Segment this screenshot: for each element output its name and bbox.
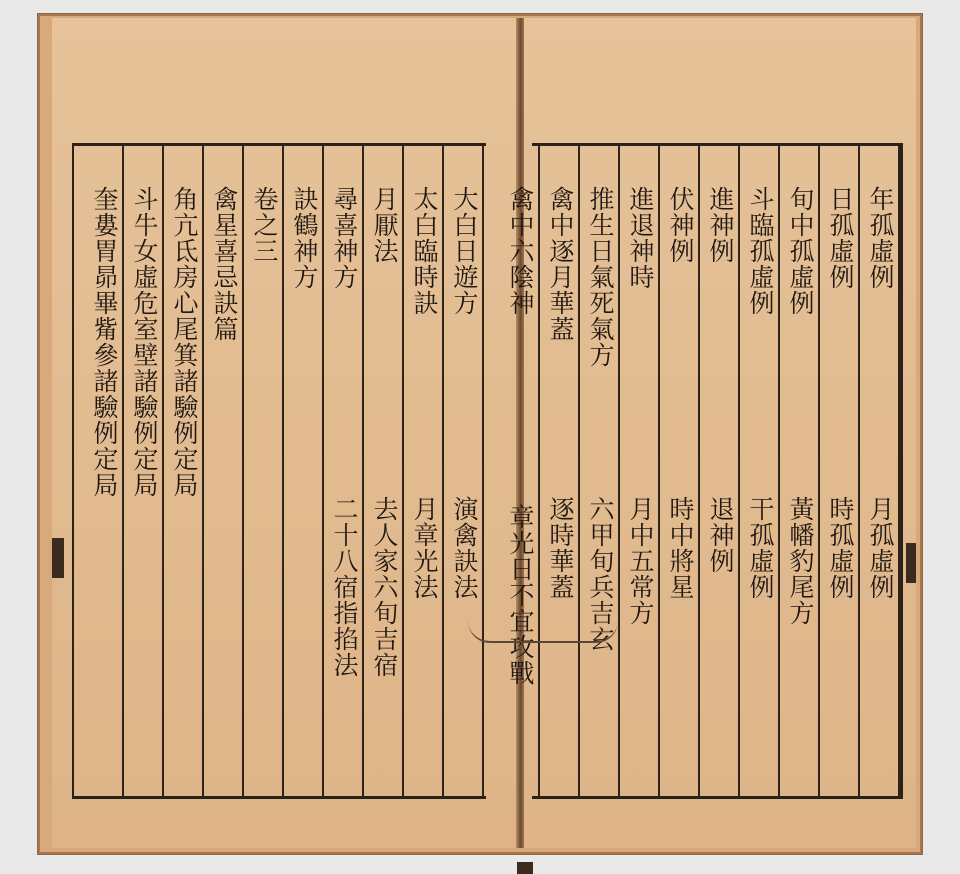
entry-top: 禽星喜忌訣篇: [210, 186, 239, 342]
entry-top: 進退神時: [626, 186, 655, 290]
entry-bottom: 六甲旬兵吉玄: [586, 496, 615, 652]
left-column-3: [364, 146, 404, 796]
left-column-5: [284, 146, 324, 796]
entry-bottom: 退神例: [706, 496, 735, 574]
left-edge-tab: [52, 538, 64, 578]
entry-bottom: 二十八宿指掐法: [330, 496, 359, 678]
entry-top: 伏神例: [666, 186, 695, 264]
paper-crack: [468, 621, 618, 643]
right-column-2: [820, 146, 860, 796]
entry-bottom: 時孤虛例: [826, 496, 855, 600]
entry-bottom: 月章光法: [410, 496, 439, 600]
entry-top: 大白日遊方: [450, 186, 479, 316]
entry-top: 年孤虛例: [866, 186, 895, 290]
right-column-1: [860, 146, 900, 796]
left-column-2: [404, 146, 444, 796]
left-column-1: [444, 146, 484, 796]
entry-top: 角亢氐房心尾箕諸驗例定局: [170, 186, 199, 498]
left-column-7: [204, 146, 244, 796]
entry-bottom: 黃幡豹尾方: [786, 496, 815, 626]
right-column-3: [780, 146, 820, 796]
left-text-frame: [72, 143, 486, 799]
entry-bottom: 去人家六旬吉宿: [370, 496, 399, 678]
binding-thread-bottom: [517, 862, 533, 874]
entry-top: 進神例: [706, 186, 735, 264]
left-column-4: [324, 146, 364, 796]
right-column-10: [500, 146, 540, 796]
right-edge-tab: [906, 543, 916, 583]
entry-top: 旬中孤虛例: [786, 186, 815, 316]
entry-top: 尋喜神方: [330, 186, 359, 290]
entry-bottom: 時中將星: [666, 496, 695, 600]
entry-top: 斗牛女虛危室壁諸驗例定局: [130, 186, 159, 498]
left-page: [52, 18, 518, 848]
right-column-6: [660, 146, 700, 796]
entry-top: 奎婁胃昴畢觜參諸驗例定局: [90, 186, 119, 498]
entry-bottom: 逐時華蓋: [546, 496, 575, 600]
left-column-10: [84, 146, 124, 796]
right-column-7: [620, 146, 660, 796]
book-spread: [38, 14, 922, 854]
right-column-4: [740, 146, 780, 796]
entry-top: 推生日氣死氣方: [586, 186, 615, 368]
right-text-frame: [506, 143, 903, 799]
entry-bottom: 干孤虛例: [746, 496, 775, 600]
left-column-6: [244, 146, 284, 796]
entry-bottom: 演禽訣法: [450, 496, 479, 600]
entry-bottom: 月中五常方: [626, 496, 655, 626]
left-column-8: [164, 146, 204, 796]
volume-heading: 卷之三: [250, 186, 279, 264]
entry-top: 禽中逐月華蓋: [546, 186, 575, 342]
entry-top: 日孤虛例: [826, 186, 855, 290]
entry-top: 斗臨孤虛例: [746, 186, 775, 316]
entry-top: 禽中六陰神: [506, 186, 535, 316]
entry-bottom: 月孤虛例: [866, 496, 895, 600]
right-page: [506, 18, 916, 848]
entry-top: 月厭法: [370, 186, 399, 264]
left-column-9: [124, 146, 164, 796]
entry-bottom: 章光日不宜攻戰: [506, 504, 535, 686]
entry-top: 訣鶴神方: [290, 186, 319, 290]
right-column-9: [540, 146, 580, 796]
entry-top: 太白臨時訣: [410, 186, 439, 316]
right-column-8: [580, 146, 620, 796]
right-column-5: [700, 146, 740, 796]
